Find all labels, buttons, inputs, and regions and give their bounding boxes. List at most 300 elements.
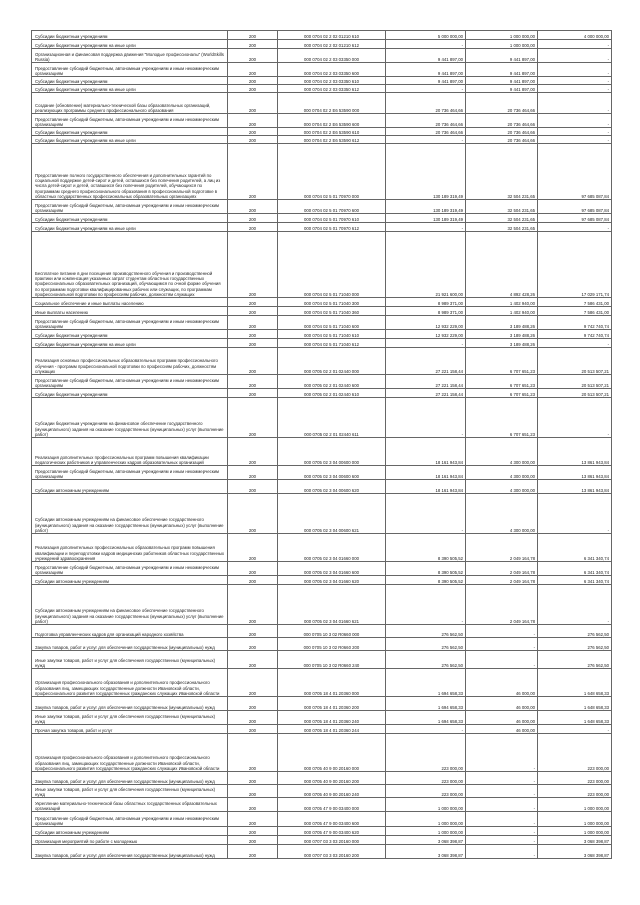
row-executed-cell: - <box>466 785 538 798</box>
row-approved-cell: 130 189 319,49 <box>386 200 466 214</box>
row-unexecuted-cell: 7 586 431,00 <box>538 298 612 307</box>
row-name-cell: Прочая закупка товаров, работ и услуг <box>32 725 228 734</box>
row-unexecuted-cell: 3 068 398,87 <box>538 845 612 859</box>
row-unexecuted-cell: 6 341 340,74 <box>538 534 612 562</box>
row-name-cell: Предоставление полного государственного обеспечения и дополнительных гарантий по социальной поддержке детей-сирот и детей, оставшихся без попечения родителей, а лиц из числа детей-сирот и детей, оставшихся без попечения родителей, обучающихся по программам среднего профессионального образования в профессиональной подготовке в областных государственных профессиональных образовательных организациях <box>32 144 228 200</box>
row-executed-cell: 9 441 897,00 <box>466 49 538 63</box>
row-approved-cell: 1 000 000,00 <box>386 798 466 812</box>
row-budget-code-cell: 000 0705 40 9 00 20160 200 <box>278 772 386 785</box>
row-budget-code-cell: 000 0707 03 3 03 20160 200 <box>278 845 386 859</box>
row-budget-code-cell: 000 0704 02 2 E6 53590 000 <box>278 93 386 114</box>
row-approved-cell: 8 390 505,52 <box>386 576 466 585</box>
table-row <box>32 85 612 93</box>
row-line-code-cell: 200 <box>228 93 278 114</box>
row-budget-code-cell: 000 0704 02 5 01 70970 000 <box>278 144 386 200</box>
table-row <box>32 40 612 49</box>
row-unexecuted-cell: 223 000,00 <box>538 772 612 785</box>
row-name-cell: Закупка товаров, работ и услуг для обеспечения государственных (муниципальных) нужд <box>32 845 228 859</box>
row-approved-cell: 5 000 000,00 <box>386 31 466 40</box>
row-name-cell: Субсидии бюджетным учреждениям на иные цели <box>32 85 228 93</box>
row-approved-cell: 276 562,50 <box>386 651 466 669</box>
row-unexecuted-cell: 1 000 000,00 <box>538 798 612 812</box>
row-name-cell: Субсидии автономным учреждениям <box>32 480 228 494</box>
row-name-cell: Предоставление субсидий бюджетным, автономным учреждениям и иным некоммерческим организациям <box>32 200 228 214</box>
row-approved-cell: 1 694 658,33 <box>386 669 466 697</box>
row-name-cell: Субсидии бюджетным учреждениям <box>32 77 228 85</box>
table-row <box>32 307 612 316</box>
row-name-cell: Организация профессионального образования и дополнительного профессионального образования лиц, замещающих государственные должности Ивановской области, профессионального развития государственных гражданских служащих Ивановской области <box>32 669 228 697</box>
row-name-cell: Иные закупки товаров, работ и услуг для обеспечения государственных (муниципальных) нужд <box>32 651 228 669</box>
row-executed-cell: 32 504 231,65 <box>466 214 538 223</box>
row-name-cell: Предоставление субсидий бюджетным, автономным учреждениям и иным некоммерческим организациям <box>32 375 228 389</box>
table-row <box>32 316 612 330</box>
row-executed-cell: 20 736 464,66 <box>466 114 538 128</box>
row-budget-code-cell: 000 0705 02 3 04 01660 621 <box>278 585 386 625</box>
row-approved-cell: 20 736 464,66 <box>386 114 466 128</box>
row-unexecuted-cell: 6 341 340,74 <box>538 576 612 585</box>
table-row <box>32 585 612 625</box>
row-budget-code-cell: 000 0705 40 9 00 20160 240 <box>278 785 386 798</box>
row-budget-code-cell: 000 0704 02 2 E6 53590 610 <box>278 128 386 136</box>
row-approved-cell: - <box>386 85 466 93</box>
row-unexecuted-cell: 1 648 658,33 <box>538 669 612 697</box>
row-budget-code-cell: 000 0704 02 2 E6 53590 612 <box>278 136 386 144</box>
row-line-code-cell: 200 <box>228 77 278 85</box>
row-budget-code-cell: 000 0704 02 2 02 01210 612 <box>278 40 386 49</box>
row-line-code-cell: 200 <box>228 232 278 298</box>
row-approved-cell: - <box>386 339 466 348</box>
row-approved-cell: 1 694 658,33 <box>386 711 466 725</box>
row-line-code-cell: 200 <box>228 827 278 836</box>
row-line-code-cell: 200 <box>228 298 278 307</box>
row-approved-cell: - <box>386 136 466 144</box>
table-row <box>32 232 612 298</box>
table-row <box>32 812 612 827</box>
row-name-cell: Субсидии бюджетным учреждениям на иные цели <box>32 136 228 144</box>
row-executed-cell: 1 000 000,00 <box>466 31 538 40</box>
row-executed-cell: 4 300 000,00 <box>466 480 538 494</box>
table-row <box>32 651 612 669</box>
table-row <box>32 480 612 494</box>
row-executed-cell: 4 300 000,00 <box>466 438 538 466</box>
row-budget-code-cell: 000 0707 03 3 03 20160 000 <box>278 836 386 845</box>
row-line-code-cell: 200 <box>228 85 278 93</box>
table-row <box>32 827 612 836</box>
row-approved-cell: 8 390 505,52 <box>386 562 466 576</box>
row-approved-cell: 20 736 464,66 <box>386 93 466 114</box>
row-budget-code-cell: 000 0704 02 2 E6 53590 600 <box>278 114 386 128</box>
table-row <box>32 772 612 785</box>
row-line-code-cell: 200 <box>228 375 278 389</box>
row-unexecuted-cell: 7 586 431,00 <box>538 307 612 316</box>
row-budget-code-cell: 000 0705 10 3 02 R0660 240 <box>278 651 386 669</box>
row-name-cell: Закупка товаров, работ и услуг для обеспечения государственных (муниципальных) нужд <box>32 638 228 651</box>
row-budget-code-cell: 000 0705 47 9 00 03400 600 <box>278 812 386 827</box>
row-name-cell: Субсидии бюджетным учреждениям на иные цели <box>32 223 228 232</box>
row-budget-code-cell: 000 0705 02 2 01 02440 610 <box>278 389 386 398</box>
row-line-code-cell: 200 <box>228 398 278 438</box>
row-executed-cell: 20 736 464,66 <box>466 128 538 136</box>
row-executed-cell: 4 300 000,00 <box>466 494 538 534</box>
row-line-code-cell: 200 <box>228 836 278 845</box>
row-name-cell: Организация мероприятий по работе с молодежью <box>32 836 228 845</box>
row-unexecuted-cell: 276 562,50 <box>538 638 612 651</box>
row-executed-cell: 9 441 897,00 <box>466 85 538 93</box>
row-approved-cell: - <box>386 223 466 232</box>
row-executed-cell: 32 504 231,65 <box>466 223 538 232</box>
row-budget-code-cell: 000 0705 10 3 02 R0660 000 <box>278 625 386 638</box>
row-name-cell: Иные закупки товаров, работ и услуг для обеспечения государственных (муниципальных) нужд <box>32 785 228 798</box>
row-budget-code-cell: 000 0704 02 5 01 70970 610 <box>278 214 386 223</box>
row-executed-cell: 46 000,00 <box>466 711 538 725</box>
row-executed-cell: 2 049 164,78 <box>466 576 538 585</box>
row-executed-cell: 3 189 488,26 <box>466 316 538 330</box>
row-unexecuted-cell: 17 029 171,74 <box>538 232 612 298</box>
row-approved-cell: 27 221 158,44 <box>386 348 466 375</box>
row-line-code-cell: 200 <box>228 348 278 375</box>
table-row <box>32 798 612 812</box>
budget-execution-table <box>31 30 612 859</box>
row-line-code-cell: 200 <box>228 49 278 63</box>
row-line-code-cell: 200 <box>228 651 278 669</box>
row-unexecuted-cell: - <box>538 585 612 625</box>
row-approved-cell: 12 932 229,00 <box>386 330 466 339</box>
row-approved-cell: 3 068 398,87 <box>386 845 466 859</box>
row-line-code-cell: 200 <box>228 734 278 772</box>
table-row <box>32 375 612 389</box>
row-line-code-cell: 200 <box>228 798 278 812</box>
row-budget-code-cell: 000 0705 02 3 04 00600 621 <box>278 494 386 534</box>
row-approved-cell: - <box>386 585 466 625</box>
row-approved-cell: 20 736 464,66 <box>386 128 466 136</box>
row-approved-cell: 276 562,50 <box>386 625 466 638</box>
row-name-cell: Иные закупки товаров, работ и услуг для обеспечения государственных (муниципальных) нужд <box>32 711 228 725</box>
table-row <box>32 711 612 725</box>
row-line-code-cell: 200 <box>228 316 278 330</box>
row-budget-code-cell: 000 0704 02 2 03 03350 000 <box>278 49 386 63</box>
row-budget-code-cell: 000 0705 02 2 01 02440 000 <box>278 348 386 375</box>
table-row <box>32 836 612 845</box>
row-line-code-cell: 200 <box>228 625 278 638</box>
row-budget-code-cell: 000 0705 02 3 04 00600 620 <box>278 480 386 494</box>
table-row <box>32 144 612 200</box>
row-line-code-cell: 200 <box>228 562 278 576</box>
row-unexecuted-cell: - <box>538 725 612 734</box>
row-executed-cell: - <box>466 651 538 669</box>
table-row <box>32 298 612 307</box>
row-unexecuted-cell: 1 648 658,33 <box>538 711 612 725</box>
row-executed-cell: 32 504 231,65 <box>466 144 538 200</box>
row-name-cell: Предоставление субсидий бюджетным, автономным учреждениям и иным некоммерческим организациям <box>32 562 228 576</box>
row-name-cell: Предоставление субсидий бюджетным, автономным учреждениям и иным некоммерческим организациям <box>32 63 228 77</box>
row-line-code-cell: 200 <box>228 480 278 494</box>
row-executed-cell: 46 000,00 <box>466 697 538 711</box>
row-name-cell: Реализация основных профессиональных образовательных программ профессионального обучения - программ профессиональной подготовки по профессиям рабочих, должностям служащих <box>32 348 228 375</box>
row-name-cell: Укрепление материально-технической базы областных государственных образовательных организаций <box>32 798 228 812</box>
row-unexecuted-cell: - <box>538 339 612 348</box>
row-approved-cell: 3 068 398,87 <box>386 836 466 845</box>
row-approved-cell: 18 161 943,84 <box>386 466 466 480</box>
row-executed-cell: - <box>466 772 538 785</box>
row-unexecuted-cell: - <box>538 40 612 49</box>
row-budget-code-cell: 000 0705 02 3 04 01660 620 <box>278 576 386 585</box>
row-line-code-cell: 200 <box>228 576 278 585</box>
row-executed-cell: 3 189 488,26 <box>466 339 538 348</box>
row-executed-cell: 2 049 164,78 <box>466 562 538 576</box>
table-row <box>32 576 612 585</box>
row-executed-cell: 1 402 940,00 <box>466 307 538 316</box>
row-budget-code-cell: 000 0704 02 5 01 71040 300 <box>278 298 386 307</box>
row-budget-code-cell: 000 0705 02 3 04 00600 600 <box>278 466 386 480</box>
row-approved-cell: 8 390 505,52 <box>386 534 466 562</box>
table-row <box>32 398 612 438</box>
row-approved-cell: 9 441 897,00 <box>386 49 466 63</box>
row-name-cell: Субсидии бюджетным учреждениям <box>32 389 228 398</box>
row-budget-code-cell: 000 0705 02 2 01 02440 611 <box>278 398 386 438</box>
row-approved-cell: 18 161 943,84 <box>386 438 466 466</box>
row-unexecuted-cell: 1 000 000,00 <box>538 812 612 827</box>
row-approved-cell: 1 694 658,33 <box>386 697 466 711</box>
row-name-cell: Субсидии бюджетным учреждениям <box>32 31 228 40</box>
row-executed-cell: 9 441 897,00 <box>466 63 538 77</box>
row-name-cell: Субсидии бюджетным учреждениям на финансовое обеспечение государственного (муниципального) задания на оказание государственных (муниципальных) услуг (выполнение работ) <box>32 398 228 438</box>
row-unexecuted-cell: 6 341 340,74 <box>538 562 612 576</box>
row-name-cell: Предоставление субсидий бюджетным, автономным учреждениям и иным некоммерческим организациям <box>32 466 228 480</box>
row-line-code-cell: 200 <box>228 466 278 480</box>
table-row <box>32 330 612 339</box>
row-unexecuted-cell: 97 685 087,84 <box>538 214 612 223</box>
table-row <box>32 734 612 772</box>
row-unexecuted-cell: - <box>538 49 612 63</box>
row-unexecuted-cell: - <box>538 128 612 136</box>
row-executed-cell: 20 736 464,66 <box>466 136 538 144</box>
row-name-cell: Реализация дополнительных профессиональных программ повышения квалификации педагогических работников и управленческих кадров образовательных организаций <box>32 438 228 466</box>
row-line-code-cell: 200 <box>228 772 278 785</box>
row-unexecuted-cell: - <box>538 77 612 85</box>
row-approved-cell: 223 000,00 <box>386 734 466 772</box>
row-unexecuted-cell: 223 000,00 <box>538 785 612 798</box>
table-row <box>32 638 612 651</box>
row-name-cell: Социальное обеспечение и иные выплаты населению <box>32 298 228 307</box>
row-name-cell: Организационная и финансовая поддержка движения "Молодые профессионалы" (WorldSkills Russia) <box>32 49 228 63</box>
row-approved-cell: 12 932 229,00 <box>386 316 466 330</box>
row-budget-code-cell: 000 0705 18 4 01 20360 244 <box>278 725 386 734</box>
table-row <box>32 348 612 375</box>
table-row <box>32 697 612 711</box>
row-approved-cell: 223 000,00 <box>386 785 466 798</box>
row-budget-code-cell: 000 0705 47 9 00 03400 620 <box>278 827 386 836</box>
row-line-code-cell: 200 <box>228 330 278 339</box>
row-budget-code-cell: 000 0704 02 5 01 71040 600 <box>278 316 386 330</box>
row-executed-cell: - <box>466 827 538 836</box>
row-line-code-cell: 200 <box>228 136 278 144</box>
row-line-code-cell: 200 <box>228 128 278 136</box>
row-line-code-cell: 200 <box>228 389 278 398</box>
row-executed-cell: 6 707 651,23 <box>466 398 538 438</box>
row-unexecuted-cell: 1 648 658,33 <box>538 697 612 711</box>
row-approved-cell: 8 989 371,00 <box>386 307 466 316</box>
row-line-code-cell: 200 <box>228 812 278 827</box>
row-approved-cell: - <box>386 398 466 438</box>
row-line-code-cell: 200 <box>228 200 278 214</box>
row-unexecuted-cell: 276 562,50 <box>538 625 612 638</box>
row-budget-code-cell: 000 0704 02 5 01 70970 600 <box>278 200 386 214</box>
row-line-code-cell: 200 <box>228 494 278 534</box>
row-budget-code-cell: 000 0705 10 3 02 R0660 200 <box>278 638 386 651</box>
row-approved-cell: 1 000 000,00 <box>386 812 466 827</box>
table-row <box>32 669 612 697</box>
row-name-cell: Субсидии автономным учреждениям <box>32 827 228 836</box>
row-budget-code-cell: 000 0705 47 9 00 03400 000 <box>278 798 386 812</box>
row-approved-cell: - <box>386 725 466 734</box>
row-unexecuted-cell: 97 685 087,84 <box>538 200 612 214</box>
row-line-code-cell: 200 <box>228 438 278 466</box>
row-executed-cell: - <box>466 625 538 638</box>
table-row <box>32 725 612 734</box>
row-name-cell: Субсидии автономным учреждениям на финансовое обеспечение государственного (муниципального) задания на оказание государственных (муниципальных) услуг (выполнение работ) <box>32 494 228 534</box>
row-budget-code-cell: 000 0704 02 5 01 71040 610 <box>278 330 386 339</box>
row-unexecuted-cell: 13 861 943,84 <box>538 480 612 494</box>
row-name-cell: Закупка товаров, работ и услуг для обеспечения государственных (муниципальных) нужд <box>32 772 228 785</box>
row-name-cell: Предоставление субсидий бюджетным, автономным учреждениям и иным некоммерческим организациям <box>32 316 228 330</box>
row-budget-code-cell: 000 0704 02 5 01 71040 612 <box>278 339 386 348</box>
row-budget-code-cell: 000 0705 18 4 01 20360 200 <box>278 697 386 711</box>
row-name-cell: Субсидии автономным учреждениям на финансовое обеспечение государственного (муниципального) задания на оказание государственных (муниципальных) услуг (выполнение работ) <box>32 585 228 625</box>
table-row <box>32 114 612 128</box>
row-name-cell: Предоставление субсидий бюджетным, автономным учреждениям и иным некоммерческим организациям <box>32 114 228 128</box>
row-line-code-cell: 200 <box>228 223 278 232</box>
row-line-code-cell: 200 <box>228 307 278 316</box>
row-name-cell: Субсидии автономным учреждениям <box>32 576 228 585</box>
table-row <box>32 136 612 144</box>
row-name-cell: Организация профессионального образования и дополнительного профессионального образования лиц, замещающих государственные должности Ивановской области, профессионального развития государственных гражданских служащих Ивановской области <box>32 734 228 772</box>
row-approved-cell: 276 562,50 <box>386 638 466 651</box>
row-executed-cell: 1 402 940,00 <box>466 298 538 307</box>
row-line-code-cell: 200 <box>228 40 278 49</box>
row-executed-cell: 6 707 651,23 <box>466 348 538 375</box>
row-approved-cell: 8 989 371,00 <box>386 298 466 307</box>
row-executed-cell: 2 049 164,78 <box>466 585 538 625</box>
row-unexecuted-cell: 1 000 000,00 <box>538 827 612 836</box>
row-budget-code-cell: 000 0704 02 2 03 03350 600 <box>278 63 386 77</box>
row-approved-cell: 9 441 897,00 <box>386 77 466 85</box>
row-approved-cell: 18 161 943,84 <box>386 480 466 494</box>
row-approved-cell: - <box>386 40 466 49</box>
row-executed-cell: 20 736 464,66 <box>466 93 538 114</box>
row-budget-code-cell: 000 0705 40 9 00 20160 000 <box>278 734 386 772</box>
row-approved-cell: 1 000 000,00 <box>386 827 466 836</box>
row-name-cell: Субсидии бюджетным учреждениям на иные цели <box>32 40 228 49</box>
table-row <box>32 128 612 136</box>
row-unexecuted-cell: 9 742 740,74 <box>538 316 612 330</box>
row-unexecuted-cell: 4 000 000,00 <box>538 31 612 40</box>
row-approved-cell: 21 921 600,00 <box>386 232 466 298</box>
row-budget-code-cell: 000 0705 18 4 01 20360 000 <box>278 669 386 697</box>
table-row <box>32 63 612 77</box>
row-executed-cell: - <box>466 798 538 812</box>
row-budget-code-cell: 000 0704 02 5 01 71040 360 <box>278 307 386 316</box>
table-row <box>32 31 612 40</box>
table-row <box>32 845 612 859</box>
row-name-cell: Субсидии бюджетным учреждениям <box>32 214 228 223</box>
row-name-cell: Бесплатное питание в дни посещения производственного обучения и производственной практики или компенсация указанных затрат студентам областных государственных профессиональных образовательных организаций, обучающимся по очной форме обучения по программам подготовки квалифицированных рабочих или служащих, по программам профессиональной подготовки по профессиям рабочих, должностям служащих <box>32 232 228 298</box>
row-name-cell: Иные выплаты населению <box>32 307 228 316</box>
table-row <box>32 77 612 85</box>
row-executed-cell: 6 707 651,23 <box>466 375 538 389</box>
row-name-cell: Субсидии бюджетным учреждениям <box>32 330 228 339</box>
row-executed-cell: - <box>466 812 538 827</box>
row-executed-cell: - <box>466 836 538 845</box>
row-executed-cell: - <box>466 734 538 772</box>
row-line-code-cell: 200 <box>228 845 278 859</box>
row-budget-code-cell: 000 0704 02 2 02 01210 610 <box>278 31 386 40</box>
row-name-cell: Субсидии бюджетным учреждениям на иные цели <box>32 339 228 348</box>
row-line-code-cell: 200 <box>228 214 278 223</box>
row-unexecuted-cell: - <box>538 85 612 93</box>
row-line-code-cell: 200 <box>228 144 278 200</box>
row-name-cell: Подготовка управленческих кадров для организаций народного хозяйства <box>32 625 228 638</box>
row-line-code-cell: 200 <box>228 711 278 725</box>
row-unexecuted-cell: - <box>538 223 612 232</box>
row-budget-code-cell: 000 0705 02 2 01 02440 600 <box>278 375 386 389</box>
row-unexecuted-cell: - <box>538 136 612 144</box>
row-executed-cell: 1 000 000,00 <box>466 40 538 49</box>
row-unexecuted-cell: 9 742 740,74 <box>538 330 612 339</box>
row-unexecuted-cell: 3 068 398,87 <box>538 836 612 845</box>
table-body <box>32 31 612 859</box>
row-budget-code-cell: 000 0705 02 3 04 00600 000 <box>278 438 386 466</box>
row-unexecuted-cell: 223 000,00 <box>538 734 612 772</box>
table-row <box>32 785 612 798</box>
row-line-code-cell: 200 <box>228 339 278 348</box>
row-line-code-cell: 200 <box>228 31 278 40</box>
table-row <box>32 438 612 466</box>
row-approved-cell: 130 189 319,49 <box>386 144 466 200</box>
row-unexecuted-cell: 97 685 087,84 <box>538 144 612 200</box>
table-row <box>32 223 612 232</box>
row-executed-cell: 9 441 897,00 <box>466 77 538 85</box>
row-name-cell: Закупка товаров, работ и услуг для обеспечения государственных (муниципальных) нужд <box>32 697 228 711</box>
table-row <box>32 200 612 214</box>
row-budget-code-cell: 000 0705 02 3 04 01660 000 <box>278 534 386 562</box>
table-row <box>32 93 612 114</box>
row-approved-cell: 130 189 319,49 <box>386 214 466 223</box>
row-line-code-cell: 200 <box>228 63 278 77</box>
table-row <box>32 625 612 638</box>
row-unexecuted-cell: - <box>538 494 612 534</box>
row-executed-cell: 3 189 488,26 <box>466 330 538 339</box>
row-approved-cell: - <box>386 494 466 534</box>
row-budget-code-cell: 000 0704 02 5 01 70970 612 <box>278 223 386 232</box>
row-line-code-cell: 200 <box>228 585 278 625</box>
row-executed-cell: 46 000,00 <box>466 669 538 697</box>
table-row <box>32 389 612 398</box>
row-executed-cell: - <box>466 845 538 859</box>
row-budget-code-cell: 000 0705 02 3 04 01660 600 <box>278 562 386 576</box>
row-unexecuted-cell: - <box>538 63 612 77</box>
row-line-code-cell: 200 <box>228 638 278 651</box>
row-name-cell: Предоставление субсидий бюджетным, автономным учреждениям и иным некоммерческим организациям <box>32 812 228 827</box>
table-row <box>32 49 612 63</box>
row-approved-cell: 27 221 158,44 <box>386 375 466 389</box>
row-line-code-cell: 200 <box>228 725 278 734</box>
row-executed-cell: 4 892 428,26 <box>466 232 538 298</box>
row-executed-cell: 2 049 164,78 <box>466 534 538 562</box>
row-name-cell: Реализация дополнительных профессиональных образовательных программ повышения квалификации и переподготовки кадров медицинских работников областных государственных учреждений здравоохранения <box>32 534 228 562</box>
row-unexecuted-cell: - <box>538 398 612 438</box>
row-line-code-cell: 200 <box>228 114 278 128</box>
row-unexecuted-cell: - <box>538 114 612 128</box>
